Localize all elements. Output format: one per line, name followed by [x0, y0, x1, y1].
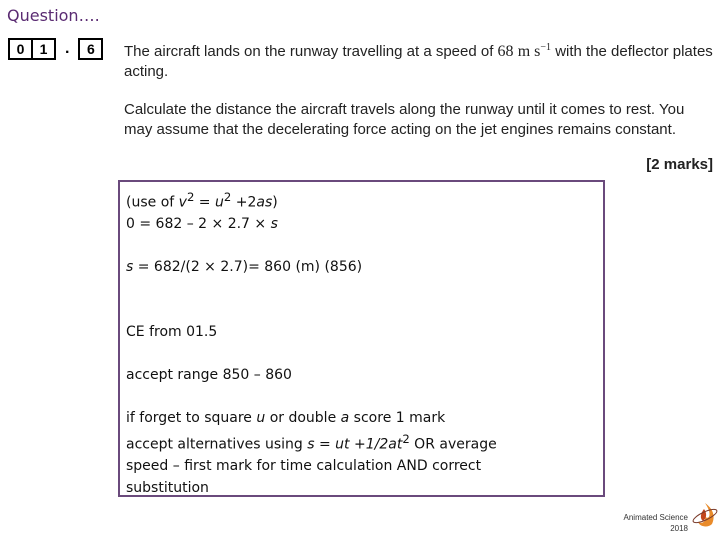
answer-line: accept range 850 – 860	[126, 366, 292, 383]
logo-text: Animated Science 2018	[623, 513, 688, 533]
answer-line: (use of $v^2 = u^2 +2as$)	[126, 190, 278, 211]
answer-line: substitution	[126, 479, 209, 496]
question-paragraph-2: Calculate the distance the aircraft travels along the runway until it comes to rest. You may assume that the decelerating force acting on the jet engines remains constant.	[124, 101, 685, 138]
answer-line: speed – first mark for time calculation AND correct	[126, 458, 482, 475]
mark-scheme-box	[118, 180, 605, 497]
answer-line: s = 682/(2 × 2.7)= 860 (m) (856)	[126, 259, 363, 276]
answer-line: if forget to square u or double a score 1 mark	[126, 409, 446, 426]
speed-unit-exponent: −1	[540, 42, 552, 53]
marks-label: [2 marks]	[646, 156, 713, 173]
question-paragraph-1	[124, 38, 714, 82]
question-number	[8, 38, 103, 60]
question-text-before-speed: The aircraft lands on the runway travelling at a speed of	[124, 43, 498, 60]
speed-unit: m s	[517, 43, 541, 60]
answer-line: 0 = 682 – 2 × 2.7 × s	[126, 216, 278, 233]
question-text-after-speed: with the deflector plates acting.	[124, 43, 713, 80]
question-digit-box: 1	[33, 38, 56, 60]
animated-science-logo	[612, 500, 716, 538]
atom-flame-icon	[690, 500, 720, 530]
slide-title: Question….	[7, 6, 100, 25]
speed-value: 68	[497, 43, 514, 60]
question-part-box: 6	[78, 38, 103, 60]
answer-line: accept alternatives using s = ut $+1/2at^2$ OR average	[126, 432, 497, 453]
question-digit-box: 0	[8, 38, 33, 60]
question-number-separator: .	[65, 40, 70, 57]
question-text	[124, 38, 714, 158]
answer-line: CE from 01.5	[126, 323, 218, 340]
